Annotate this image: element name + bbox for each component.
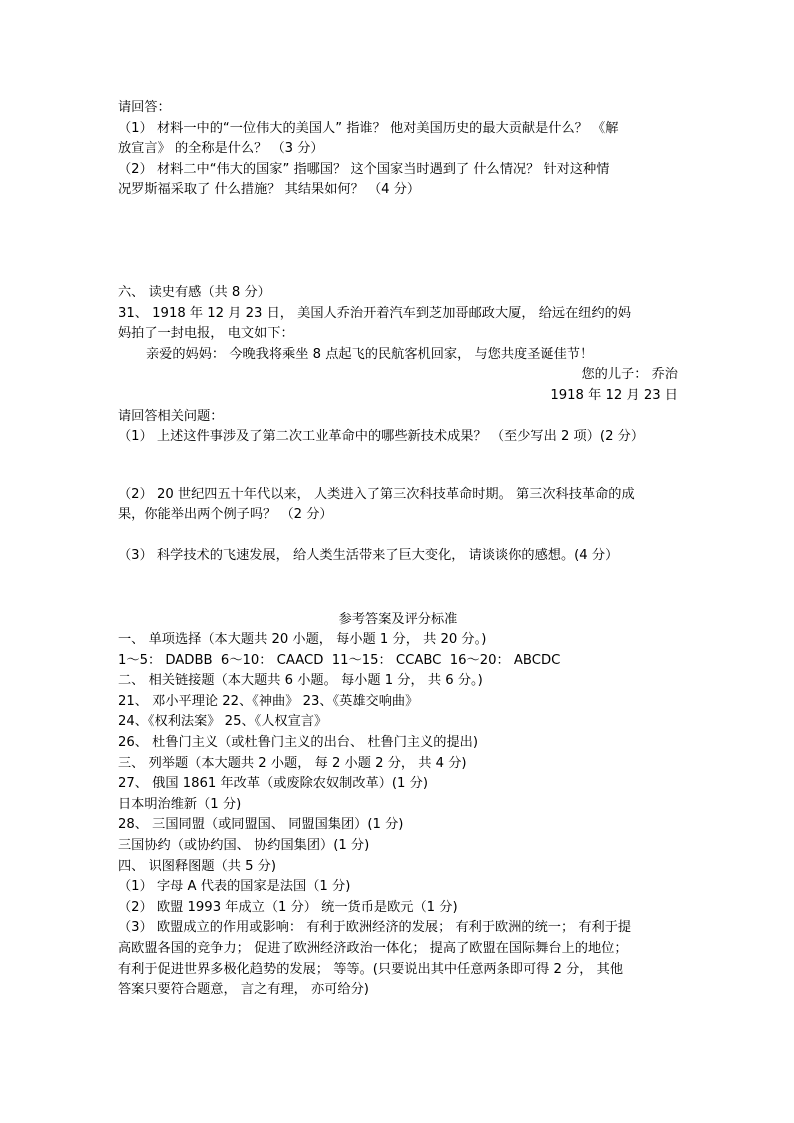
answer-4-2: （2） 欧盟 1993 年成立（1 分） 统一货币是欧元（1 分) (118, 899, 458, 915)
sub-question-2-line-1: （2） 20 世纪四五十年代以来， 人类进入了第三次科技革命时期。 第三次科技革命的成 (118, 486, 635, 502)
related-questions-prompt: 请回答相关问题： (118, 408, 224, 424)
part-4-title: 四、 识图释图题（共 5 分) (118, 858, 276, 874)
telegram-body: 亲爱的妈妈： 今晚我将乘坐 8 点起飞的民航客机回家， 与您共度圣诞佳节！ (146, 346, 594, 362)
part-1-answers: 1～5： DADBB 6～10： CAACD 11～15： CCABC 16～20： ABCDC (118, 652, 561, 668)
part-3-title: 三、 列举题（本大题共 2 小题， 每 2 小题 2 分， 共 4 分) (118, 755, 467, 771)
section-6-title: 六、 读史有感（共 8 分） (118, 284, 271, 300)
part-1-title: 一、 单项选择（本大题共 20 小题， 每小题 1 分， 共 20 分。) (118, 632, 487, 648)
answer-4-3-line-3: 有利于促进世界多极化趋势的发展； 等等。(只要说出其中任意两条即可得 2 分， 其他 (118, 961, 624, 977)
answers-title: 参考答案及评分标准 (338, 611, 458, 627)
question-31-line-1: 31、 1918 年 12 月 23 日， 美国人乔治开着汽车到芝加哥邮政大厦， 给远在纽约的妈 (118, 305, 632, 321)
sub-question-3: （3） 科学技术的飞速发展， 给人类生活带来了巨大变化， 请谈谈你的感想。(4 分） (118, 547, 619, 563)
answer-space (118, 567, 678, 610)
question-2-line-2: 况罗斯福采取了 什么措施？ 其结果如何？ （4 分） (118, 182, 421, 198)
answer-24-25: 24、《权利法案》 25、《人权宣言》 (118, 714, 328, 730)
answer-space (118, 526, 678, 546)
answer-26: 26、 杜鲁门主义（或杜鲁门主义的出台、 杜鲁门主义的提出) (118, 735, 478, 751)
part-2-title: 二、 相关链接题（本大题共 6 小题。 每小题 1 分， 共 6 分。) (118, 673, 483, 689)
question-2-line-1: （2） 材料二中“伟大的国家” 指哪国？ 这个国家当时遇到了 什么情况？ 针对这种情 (118, 161, 610, 177)
answer-space (118, 201, 678, 283)
answer-4-1: （1） 字母 A 代表的国家是法国（1 分) (118, 879, 351, 895)
telegram-date: 1918 年 12 月 23 日 (550, 387, 678, 403)
answer-4-3-line-4: 答案只要符合题意， 言之有理， 亦可给分) (118, 982, 369, 998)
question-1-line-1: （1） 材料一中的“一位伟大的美国人” 指谁？ 他对美国历史的最大贡献是什么？ 《解 (118, 120, 619, 136)
telegram-signature: 您的儿子： 乔治 (581, 367, 678, 383)
document-page (118, 98, 678, 1001)
question-31-line-2: 妈拍了一封电报， 电文如下： (118, 326, 294, 342)
answer-21-23: 21、 邓小平理论 22、《神曲》 23、《英雄交响曲》 (118, 693, 419, 709)
answer-4-3-line-1: （3） 欧盟成立的作用或影响： 有利于欧洲经济的发展； 有利于欧洲的统一； 有利于提 (118, 920, 632, 936)
answer-27-line-1: 27、 俄国 1861 年改革（或废除农奴制改革）(1 分) (118, 776, 428, 792)
question-1-line-2: 放宣言》 的全称是什么？ （3 分） (118, 141, 324, 157)
answer-28-line-1: 28、 三国同盟（或同盟国、 同盟国集团）(1 分) (118, 817, 404, 833)
answer-4-3-line-2: 高欧盟各国的竞争力； 促进了欧洲经济政治一体化； 提高了欧盟在国际舞台上的地位； (118, 941, 628, 956)
answer-prompt: 请回答： (118, 100, 171, 115)
sub-question-1: （1） 上述这件事涉及了第二次工业革命中的哪些新技术成果？ （至少写出 2 项）(2 分） (118, 429, 645, 445)
answer-28-line-2: 三国协约（或协约国、 协约国集团）(1 分) (118, 838, 370, 854)
answer-space (118, 448, 678, 485)
answer-27-line-2: 日本明治维新（1 分) (118, 796, 242, 812)
sub-question-2-line-2: 果，你能举出两个例子吗？ （2 分） (118, 507, 333, 523)
